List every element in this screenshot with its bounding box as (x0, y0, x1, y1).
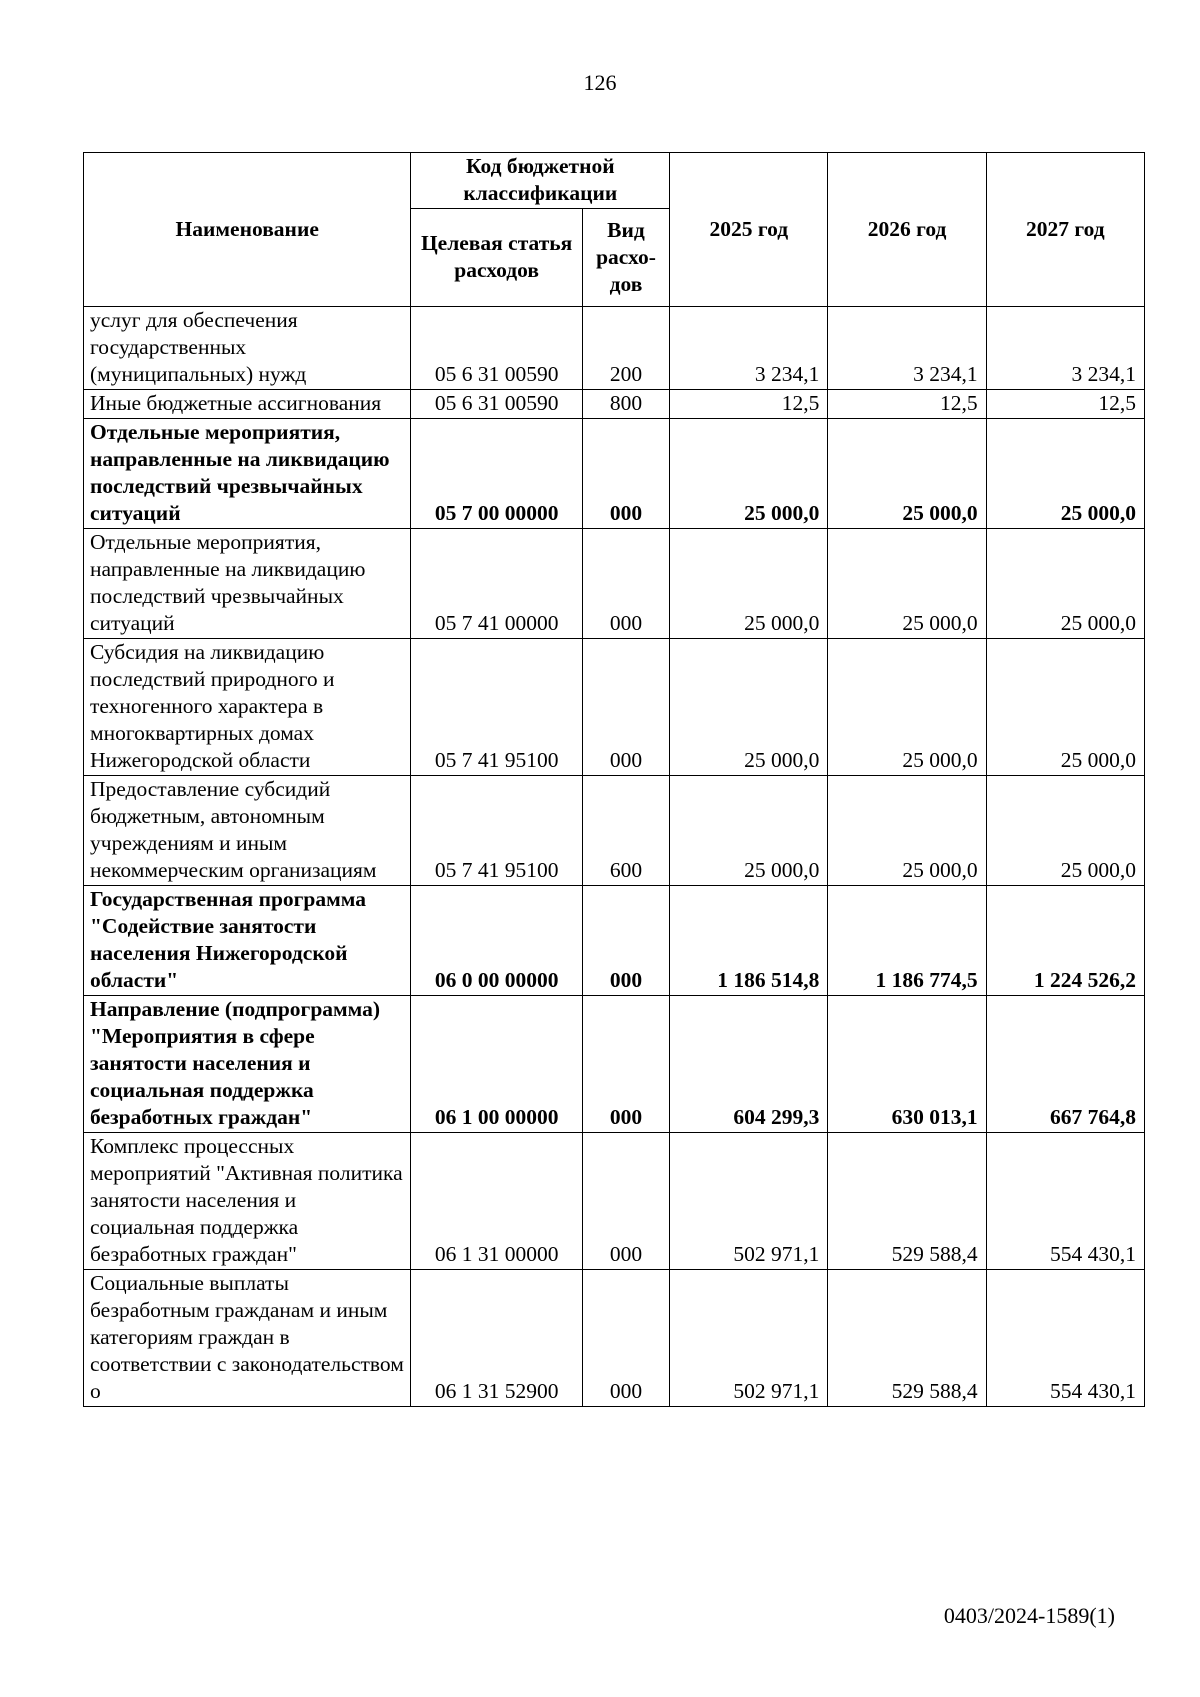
row-name: услуг для обеспечения государственных (муниципальных) нужд (84, 307, 411, 390)
row-2025: 502 971,1 (670, 1133, 828, 1270)
row-vid: 600 (582, 776, 669, 886)
row-code: 05 6 31 00590 (411, 307, 582, 390)
header-code-group: Код бюджетной классификации (411, 153, 670, 209)
row-vid: 000 (582, 886, 669, 996)
table-row (84, 996, 1145, 1133)
table-row (84, 390, 1145, 419)
row-2027: 25 000,0 (986, 419, 1144, 529)
row-2025: 25 000,0 (670, 776, 828, 886)
row-vid: 000 (582, 419, 669, 529)
row-2025: 3 234,1 (670, 307, 828, 390)
table-row (84, 639, 1145, 776)
row-code: 05 7 00 00000 (411, 419, 582, 529)
row-2027: 12,5 (986, 390, 1144, 419)
row-2025: 502 971,1 (670, 1270, 828, 1407)
row-2026: 529 588,4 (828, 1133, 986, 1270)
row-2025: 12,5 (670, 390, 828, 419)
table-row (84, 886, 1145, 996)
document-code: 0403/2024-1589(1) (943, 1603, 1115, 1628)
header-2025: 2025 год (670, 153, 828, 307)
table-row (84, 1270, 1145, 1407)
row-2027: 25 000,0 (986, 776, 1144, 886)
table-row (84, 529, 1145, 639)
table-row (84, 1133, 1145, 1270)
header-target-article: Целевая статья расходов (411, 209, 582, 307)
row-2025: 25 000,0 (670, 419, 828, 529)
header-2026: 2026 год (828, 153, 986, 307)
row-2025: 25 000,0 (670, 639, 828, 776)
row-name: Направление (подпрограмма) "Мероприятия в сфере занятости населения и социальная поддержка безработных граждан" (84, 996, 411, 1133)
row-vid: 800 (582, 390, 669, 419)
row-2027: 554 430,1 (986, 1133, 1144, 1270)
row-2025: 25 000,0 (670, 529, 828, 639)
row-name: Государственная программа "Содействие занятости населения Нижегородской области" (84, 886, 411, 996)
row-code: 05 7 41 95100 (411, 776, 582, 886)
row-name: Отдельные мероприятия, направленные на ликвидацию последствий чрезвычайных ситуаций (84, 529, 411, 639)
table-row (84, 307, 1145, 390)
row-code: 06 1 31 52900 (411, 1270, 582, 1407)
row-2026: 25 000,0 (828, 419, 986, 529)
row-name: Субсидия на ликвидацию последствий природного и техногенного характера в многоквартирных домах Нижегородской области (84, 639, 411, 776)
row-code: 05 7 41 00000 (411, 529, 582, 639)
row-2025: 604 299,3 (670, 996, 828, 1133)
row-name: Социальные выплаты безработным гражданам и иным категориям граждан в соответствии с законодательством о (84, 1270, 411, 1407)
row-code: 06 1 00 00000 (411, 996, 582, 1133)
row-2026: 25 000,0 (828, 776, 986, 886)
page-number: 126 (583, 70, 617, 95)
row-name: Отдельные мероприятия, направленные на ликвидацию последствий чрезвычайных ситуаций (84, 419, 411, 529)
row-2026: 529 588,4 (828, 1270, 986, 1407)
row-2026: 3 234,1 (828, 307, 986, 390)
budget-table (83, 152, 1145, 1407)
row-code: 06 0 00 00000 (411, 886, 582, 996)
row-2026: 630 013,1 (828, 996, 986, 1133)
row-2027: 1 224 526,2 (986, 886, 1144, 996)
row-2027: 25 000,0 (986, 529, 1144, 639)
row-2026: 25 000,0 (828, 639, 986, 776)
row-vid: 000 (582, 1133, 669, 1270)
row-2027: 25 000,0 (986, 639, 1144, 776)
row-code: 05 6 31 00590 (411, 390, 582, 419)
row-name: Иные бюджетные ассигнования (84, 390, 411, 419)
row-code: 05 7 41 95100 (411, 639, 582, 776)
row-vid: 000 (582, 639, 669, 776)
table-row (84, 776, 1145, 886)
row-2026: 25 000,0 (828, 529, 986, 639)
header-expense-type: Вид расхо-дов (582, 209, 669, 307)
row-name: Комплекс процессных мероприятий "Активная политика занятости населения и социальная поддержка безработных граждан" (84, 1133, 411, 1270)
row-vid: 000 (582, 996, 669, 1133)
table-row (84, 419, 1145, 529)
row-code: 06 1 31 00000 (411, 1133, 582, 1270)
row-2027: 3 234,1 (986, 307, 1144, 390)
header-name: Наименование (84, 153, 411, 307)
row-2026: 1 186 774,5 (828, 886, 986, 996)
row-2027: 667 764,8 (986, 996, 1144, 1133)
header-2027: 2027 год (986, 153, 1144, 307)
row-2026: 12,5 (828, 390, 986, 419)
row-vid: 000 (582, 1270, 669, 1407)
row-name: Предоставление субсидий бюджетным, автономным учреждениям и иным некоммерческим организациям (84, 776, 411, 886)
row-vid: 000 (582, 529, 669, 639)
row-2025: 1 186 514,8 (670, 886, 828, 996)
header-row-1 (84, 153, 1145, 209)
row-vid: 200 (582, 307, 669, 390)
row-2027: 554 430,1 (986, 1270, 1144, 1407)
